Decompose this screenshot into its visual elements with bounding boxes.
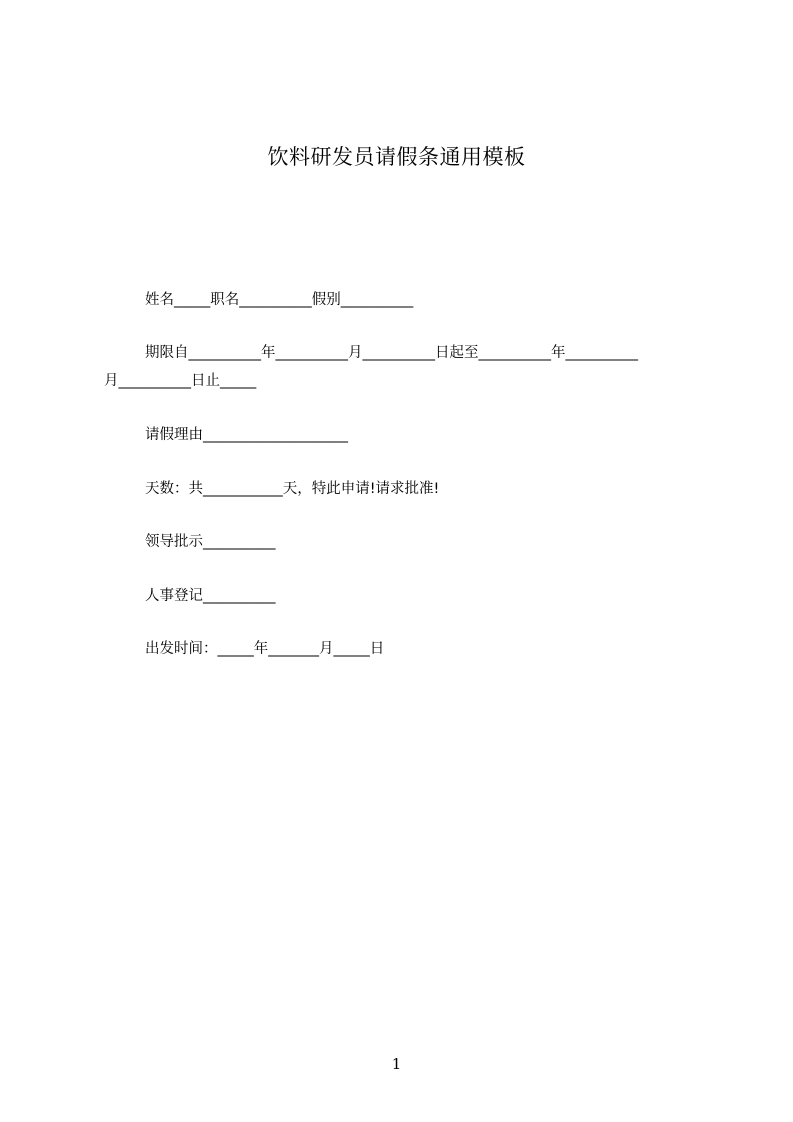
leave-reason-line: 请假理由____________________ — [145, 427, 348, 443]
departure-time-line: 出发时间：_____年_______月_____日 — [145, 641, 385, 657]
document-title: 饮料研发员请假条通用模板 — [267, 145, 526, 169]
name-position-leave-type-line: 姓名_____职名__________假别__________ — [145, 292, 414, 308]
leave-period-line-end: 月__________日止_____ — [104, 373, 257, 389]
hr-registration-line: 人事登记__________ — [145, 588, 276, 604]
leave-period-line-start: 期限自__________年__________月__________日起至__________年__________ — [145, 345, 638, 361]
page-number: 1 — [391, 1055, 402, 1073]
leader-approval-line: 领导批示__________ — [145, 534, 276, 550]
leave-days-line: 天数：共___________天，特此申请!请求批准! — [145, 481, 440, 497]
